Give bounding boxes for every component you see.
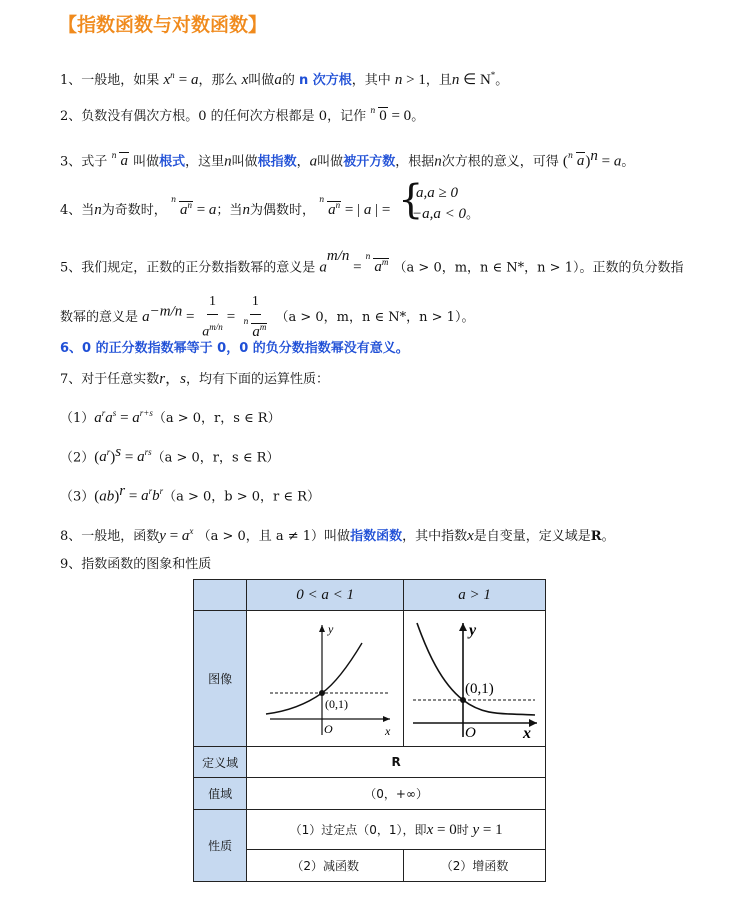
svg-text:x: x (522, 725, 531, 741)
item-1: 1、一般地，如果 $x^n = a$，那么 x叫做a的 n 次方根，其中 n > 1，且n ∈ N*。 (60, 70, 509, 88)
range-value: （0，+∞） (247, 778, 546, 810)
svg-text:(0,1): (0,1) (464, 681, 494, 697)
prop-3: $(3)(ab)^r = a^rb^r(a > 0$，b > 0，r ∈ R） (60, 483, 320, 505)
prop-2: $(2)(a^r)^s = a^{rs}(a > 0$，r，s ∈ R） (60, 444, 280, 466)
prop-common: （1）过定点（0，1），即x = 0时 y = 1 (247, 810, 546, 850)
case-1: a,a ≥ 0 (416, 185, 458, 201)
exp-function-table (193, 579, 546, 882)
graph-decreasing (404, 611, 546, 747)
svg-text:(0,1): (0,1) (325, 697, 349, 711)
svg-text:x: x (385, 724, 391, 738)
item-6: 6、0 的正分数指数幂等于 0，0 的负分数指数幂没有意义。 (60, 341, 409, 356)
brace: { (398, 177, 424, 223)
row-label-image: 图像 (194, 611, 247, 747)
svg-text:O: O (464, 725, 476, 741)
row-label-range: 值域 (194, 778, 247, 810)
graph-increasing (247, 611, 404, 747)
page-title: 【指数函数与对数函数】 (58, 14, 268, 36)
item-2: 2、负数没有偶次方根。0 的任何次方根都是 0，记作 n 0 = 0。 (60, 106, 425, 124)
item-5-line-1: 5、我们规定，正数的正分数指数幂的意义是 $a^{m/n}$ = n $a^m$ （a > 0，m，n ∈ N*，n > 1）。正数的负分数指 (60, 248, 684, 276)
case-2: −a,a < 0。 (412, 206, 480, 222)
item-3: 3、式子 n a 叫做根式，这里n叫做根指数，a叫做被开方数，根据n次方根的意义，可得 ( n a)$^n$ = a。 (60, 148, 635, 170)
header-a-gt-1: a > 1 (404, 580, 546, 611)
kw-nth-root: n 次方根 (298, 73, 352, 88)
item-7: 7、对于任意实数r，s，均有下面的运算性质： (60, 371, 329, 387)
svg-text:O: O (324, 722, 333, 736)
prop-1: $(1)a^ra^s = a^{r+s}(a > 0$，r，s ∈ R） (60, 408, 281, 426)
item-5-line-2: 数幂的意义是 $a^{-m/n}$ = $\frac{1}{a^{m/n}}$ = 1 n $a^m$ （a > 0，m，n ∈ N*，n > 1）。 (60, 290, 474, 345)
item-9: 9、指数函数的图象和性质 (60, 557, 212, 572)
prop-decreasing: （2）减函数 (247, 850, 404, 882)
svg-text:y: y (468, 622, 476, 639)
prop-increasing: （2）增函数 (404, 850, 546, 882)
row-label-props: 性质 (194, 810, 247, 882)
header-0-a-1: 0 < a < 1 (247, 580, 404, 611)
domain-value: R (247, 747, 546, 778)
svg-text:y: y (328, 622, 334, 636)
item-4: 4、当n为奇数时， n $a^n = a$；当n为偶数时， n $a^n$ = | a | = (60, 195, 391, 218)
row-label-domain: 定义域 (194, 747, 247, 778)
item-8: 8、一般地，函数$y = a^x$ （a > 0，且 a ≠ 1）叫做指数函数，其中指数x是自变量，定义域是R。 (60, 526, 615, 544)
